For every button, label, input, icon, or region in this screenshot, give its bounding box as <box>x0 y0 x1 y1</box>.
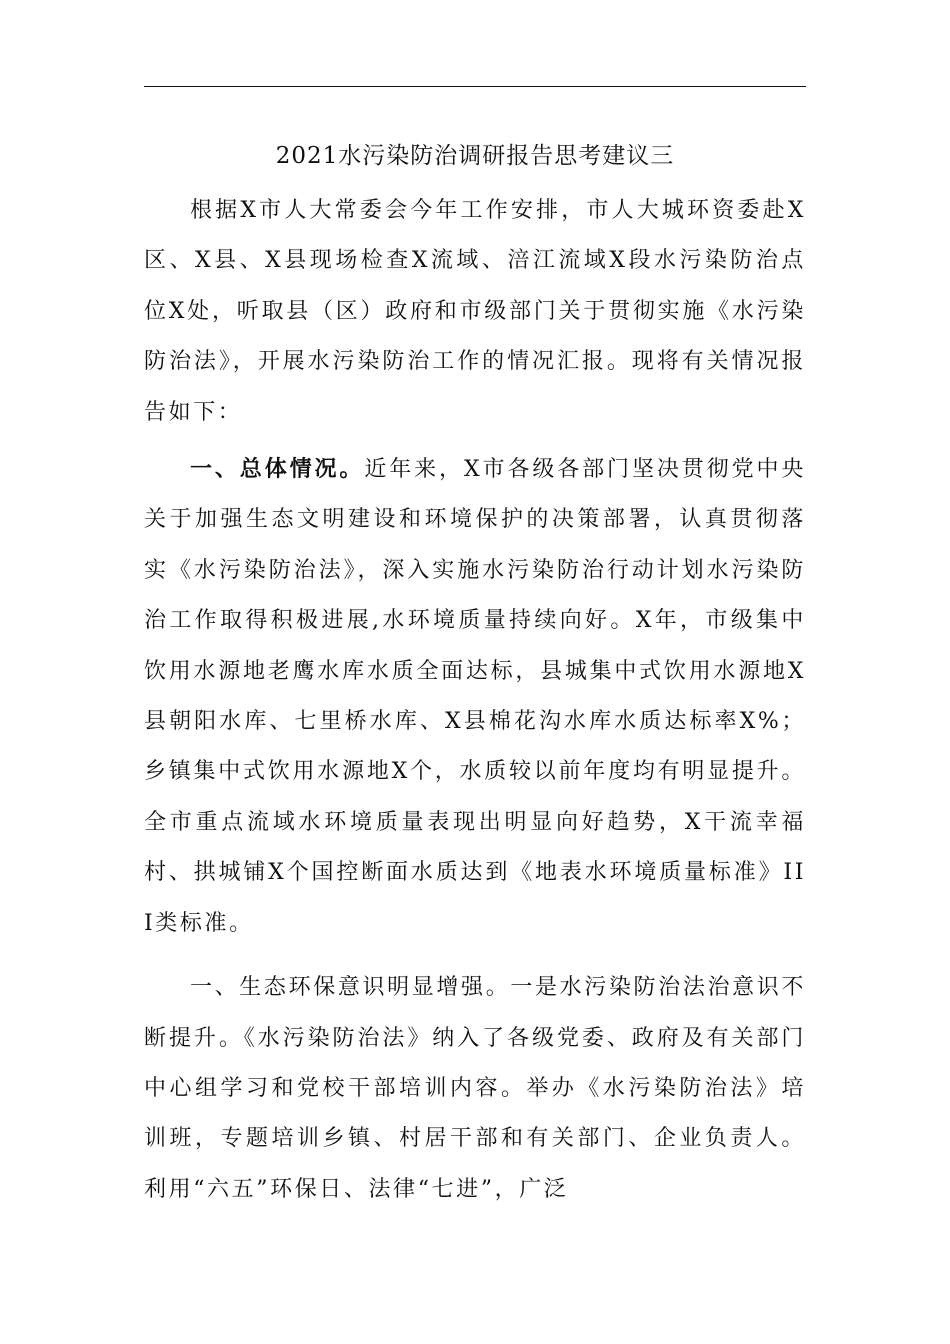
paragraph-awareness-text: 一、生态环保意识明显增强。一是水污染防治法治意识不断提升。《水污染防治法》纳入了各级党委、政府及有关部门中心组学习和党校干部培训内容。举办《水污染防治法》培训班，专题培训乡镇、村居干部和有关部门、企业负责人。利用“六五”环保日、法律“七进”，广泛 <box>144 975 806 1202</box>
paragraph-awareness <box>144 963 806 1215</box>
paragraph-overview-heading: 一、总体情况。 <box>190 456 365 483</box>
document-title: 2021水污染防治调研报告思考建议三 <box>275 143 675 169</box>
paragraph-overview-text: 近年来，X市各级各部门坚决贯彻党中央关于加强生态文明建设和环境保护的决策部署，认真贯彻落实《水污染防治法》，深入实施水污染防治行动计划水污染防治工作取得积极进展,水环境质量持续向好。X年，市级集中饮用水源地老鹰水库水质全面达标，县城集中式饮用水源地X县朝阳水库、七里桥水库、X县棉花沟水库水质达标率X%；乡镇集中式饮用水源地X个，水质较以前年度均有明显提升。全市重点流域水环境质量表现出明显向好趋势，X干流幸福村、拱城铺X个国控断面水质达到《地表水环境质量标准》III类标准。 <box>144 457 806 936</box>
header-rule <box>144 86 806 87</box>
paragraph-intro <box>144 186 806 438</box>
paragraph-intro-text: 根据X市人大常委会今年工作安排，市人大城环资委赴X区、X县、X县现场检查X流域、涪江流域X段水污染防治点位X处，听取县（区）政府和市级部门关于贯彻实施《水污染防治法》，开展水污染防治工作的情况汇报。现将有关情况报告如下： <box>144 198 806 425</box>
paragraph-overview <box>144 444 806 949</box>
document-body <box>144 186 806 1215</box>
